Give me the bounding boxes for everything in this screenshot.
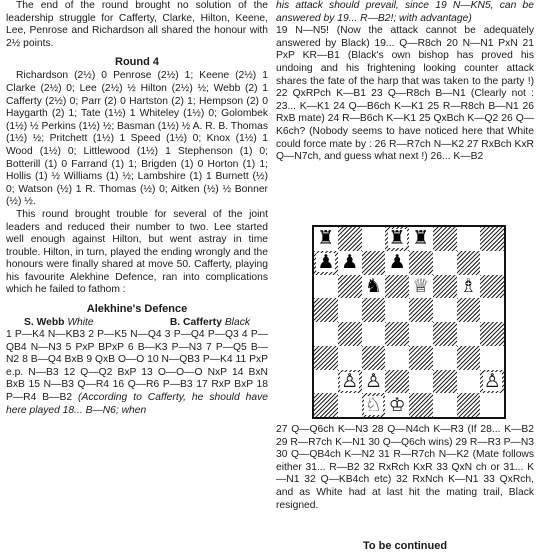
white-pawn-icon: ♙ xyxy=(364,369,382,392)
board-square xyxy=(457,346,481,370)
board-square xyxy=(409,275,433,299)
board-square xyxy=(362,322,386,346)
players-line xyxy=(6,317,268,328)
game-moves-middle: 19 N—N5! (Now the attack cannot be adequately answered by Black) 19... Q—R8ch 20 N—N1 PxN 21 PxP KR—B1 (Black's own bishop has proved his undoing and his frightening looking counter attack shares the fate of the harp that was taken to the party !) 22 QxRPch K—B1 23 Q—R8ch B—N1 (Clearly not : 23... K—K1 24 Q—B6ch K—K1 25 R—R8ch B—N1 26 RxB mate) 24 R—B6ch K—K1 25 QxBch K—Q2 26 Q—K6ch? (Nobody seems to have noticed here that White could force mate by : 26 R—R7ch N—K2 27 RxBch KxR Q—N7ch, and guess what next !) 26... K—B2 xyxy=(276,25,534,163)
board-square xyxy=(362,346,386,370)
round-summary: This round brought trouble for several of the joint leaders and reduced their number to two. Lee started well enough against Hilton, but went astray in time trouble. Hilton, in turn, played the ending wrongly and the honours were finally shared at move 50. Cafferty, playing his favourite Alekhine Defence, ran into complications which he failed to fathom : xyxy=(6,208,268,296)
board-square xyxy=(480,251,504,275)
chess-board-diagram xyxy=(312,225,506,419)
right-column-after-board xyxy=(276,424,534,512)
board-square xyxy=(314,370,338,394)
black-pawn-icon: ♟ xyxy=(341,251,359,274)
board-square xyxy=(338,251,362,275)
board-square xyxy=(338,227,362,251)
board-square xyxy=(314,393,338,417)
board-square xyxy=(338,346,362,370)
board-square xyxy=(409,346,433,370)
white-pawn-icon: ♙ xyxy=(341,369,359,392)
board-square xyxy=(362,298,386,322)
board-square xyxy=(480,346,504,370)
moves-text: 1 P—K4 N—KB3 2 P—K5 N—Q4 3 P—Q4 P—Q3 4 P—QB4 N—N3 5 PxP BPxP 6 B—K3 P—N3 7 P—Q5 B—N2 8 B—Q4 BxB 9 QxB O—O 10 N—QB3 P—K4 11 PxP e.p. N—B3 12 Q—Q2 BxP 13 O—O—O NxP 14 BxN BxB 15 N—B3 Q—R4 16 Q—R6 P—B3 17 RxP BxP 18 P—R4 B—B2 xyxy=(6,329,268,404)
board-square xyxy=(457,251,481,275)
board-square xyxy=(338,370,362,394)
black-player-name: B. Cafferty xyxy=(169,317,222,329)
game-heading: Alekhine's Defence xyxy=(86,303,188,316)
board-square xyxy=(385,346,409,370)
board-square xyxy=(433,346,457,370)
board-square xyxy=(433,298,457,322)
black-rook-icon: ♜ xyxy=(412,227,430,250)
board-square xyxy=(457,227,481,251)
white-queen-icon: ♕ xyxy=(412,274,430,297)
black-knight-icon: ♞ xyxy=(364,274,382,297)
game-moves-start xyxy=(6,329,268,417)
round-results: Richardson (2½) 0 Penrose (2½) 1; Keene (2½) 1 Clarke (2½) 0; Lee (2½) ½ Hilton (2½) ½; Webb (2) 1 Cafferty (2½) 0; Parr (2) 0 Hartston (2) 1; Hempson (2) 0 Haygarth (2) 1; Tate (1½) 1 Whiteley (1½) 0; Golombek (1½) ½ Perkins (1½) ½; Basman (1½) ½ A. R. B. Thomas (1½) ½; Pritchett (1½) 1 Speed (1½) 0; Knox (1½) 1 Wood (1½) 0; Littlewood (1½) 1 Stephenson (1) 0; Botterill (1) 0 Farrand (1) 1; Brigden (1) 0 Horton (1) 1; Hollis (1) ½ Williams (1) ½; Lambshire (1) 1 Burnett (½) 0; Watson (½) 1 R. Thomas (½) 0; Aitken (½) ½ Bonner (½) ½. xyxy=(6,70,268,208)
board-square xyxy=(409,322,433,346)
board-square xyxy=(457,322,481,346)
intro-paragraph: The end of the round brought no solution of the leadership struggle for Cafferty, Clarke, Hilton, Keene, Lee, Penrose and Richardson all shared the honour with 2½ points. xyxy=(6,0,268,49)
white-bishop-icon: ♗ xyxy=(459,274,477,297)
black-rook-icon: ♜ xyxy=(388,227,406,250)
board-square xyxy=(338,322,362,346)
white-player xyxy=(24,317,94,328)
board-square xyxy=(314,322,338,346)
board-square xyxy=(385,322,409,346)
board-square xyxy=(385,370,409,394)
board-square xyxy=(338,298,362,322)
board-square xyxy=(338,275,362,299)
board-square xyxy=(409,393,433,417)
board-square xyxy=(385,298,409,322)
board-square xyxy=(480,393,504,417)
board-square xyxy=(385,393,409,417)
board-square xyxy=(385,275,409,299)
board-square xyxy=(480,227,504,251)
white-label: White xyxy=(67,317,94,329)
white-king-icon: ♔ xyxy=(388,393,406,416)
right-column xyxy=(276,0,534,164)
round-heading: Round 4 xyxy=(115,56,159,69)
board-square xyxy=(457,298,481,322)
board-square xyxy=(480,275,504,299)
board-square xyxy=(433,227,457,251)
black-label: Black xyxy=(224,317,250,329)
white-pawn-icon: ♙ xyxy=(483,369,501,392)
board-square xyxy=(314,275,338,299)
board-square xyxy=(409,251,433,275)
board-square xyxy=(433,370,457,394)
board-square xyxy=(362,227,386,251)
board-square xyxy=(457,275,481,299)
white-player-name: S. Webb xyxy=(24,317,65,329)
board-square xyxy=(385,251,409,275)
board-square xyxy=(457,393,481,417)
black-pawn-icon: ♟ xyxy=(317,251,335,274)
board-square xyxy=(409,227,433,251)
board-square xyxy=(433,393,457,417)
board-square xyxy=(314,298,338,322)
board-square xyxy=(457,370,481,394)
black-pawn-icon: ♟ xyxy=(388,251,406,274)
board-square xyxy=(433,251,457,275)
white-knight-icon: ♘ xyxy=(364,393,382,416)
board-square xyxy=(385,227,409,251)
board-square xyxy=(314,346,338,370)
board-square xyxy=(314,227,338,251)
black-rook-icon: ♜ xyxy=(317,227,335,250)
board-square xyxy=(433,275,457,299)
board-square xyxy=(480,298,504,322)
board-square xyxy=(480,370,504,394)
board-square xyxy=(362,370,386,394)
left-column xyxy=(6,0,268,417)
annotation-note-a: (According to Cafferty, he should have here played 18... B—N6; when xyxy=(6,392,268,416)
game-moves-end: 27 Q—Q6ch K—N3 28 Q—N4ch K—R3 (If 28... K—B2 29 R—R7ch K—N1 30 Q—Q6ch wins) 29 R—R3 P—N3 30 Q—QB4ch K—N2 31 R—R7ch N—K2 (Mate follows either 31... R—B2 32 RxRch KxR 33 QxN ch or 31... K—N1 32 Q—KB4ch etc) 32 RxNch K—N1 33 QxRch, and as White had at last hit the mating trail, Black resigned. xyxy=(276,424,534,511)
board-square xyxy=(338,393,362,417)
to-be-continued: To be continued xyxy=(362,540,448,552)
board-square xyxy=(409,298,433,322)
black-player xyxy=(170,317,250,328)
board-square xyxy=(362,275,386,299)
board-square xyxy=(362,251,386,275)
board-square xyxy=(409,370,433,394)
board-square xyxy=(362,393,386,417)
board-square xyxy=(433,322,457,346)
board-square xyxy=(314,251,338,275)
board-square xyxy=(480,322,504,346)
annotation-continued: his attack should prevail, since 19 N—KN5, can be answered by 19... R—B2!; with advantage) xyxy=(276,0,534,24)
